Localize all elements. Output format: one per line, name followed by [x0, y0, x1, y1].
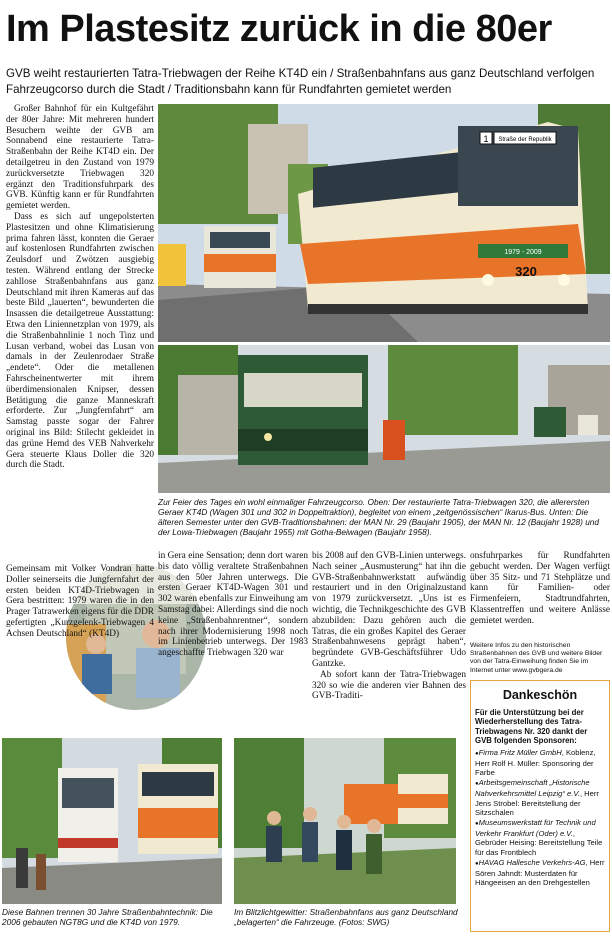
sponsor-box-title: Dankeschön [502, 688, 578, 702]
list-item [475, 748, 605, 778]
sponsor-list [475, 748, 605, 888]
article-column-4 [470, 551, 610, 637]
sponsor-detail: , Herr Sören Jahndt: Musterdaten für Hängeeisen an den Drehgestellen [475, 857, 605, 888]
paragraph: onsfuhrparkes für Rundfahrten gebucht werden. Der Wagen verfügt über 35 Sitz- und 71 Stehplätze und kann für Familien- oder Firmenfeiern, Stadtrundfahrten, Klassentreffen und weitere Anlässe gemietet werden. [470, 551, 610, 626]
sponsor-detail: , Herr Jens Strobel: Bereitstellung der Sitzschalen [475, 789, 599, 817]
photo-historic-trams [158, 345, 610, 493]
paragraph: Dass es sich auf ungepolsterten Plastesitzen und ohne Klimatisierung prima fahren lässt, konnten die Geraer auf kostenlosen Rundfahrten zwischen Zeulsdorf und Zwötzen ausgiebig testen. Während entlang der Strecke zahllose Straßenbahnfans aus ganz Deutschland mit ihren Kameras auf das beste Bild „lauerten“, bewunderten die Insassen die detailgetreue Ausstattung: Etwa den Liniennetzplan von 1979, als die Straßenbahnlinie 1 noch Tinz und Lusan verband, wobei das Lusan von damals in der Zeulenrodaer Straße „endete“. Oder die metallenen Fahrscheinentwerter mit ihrem überdimensionalen Knipser, dessen Betätigung die ganze Manneskraft erforderte. Zur „Jungfernfahrt“ am Samstag passte sogar der Fahrer original ins Bild: Stilecht gekleidet in das grüne Hemd des VEB Nahverkehr Gera steuerte Klaus Doller die 320 durch die Stadt. [6, 211, 154, 471]
photo-ngt8g-and-kt4d [2, 738, 222, 904]
caption-bottom-right: Im Blitzlichtgewitter: Straßenbahnfans aus ganz Deutschland „belagerten“ die Fahrzeuge. (Fotos: SWG) [234, 907, 458, 927]
sponsor-box [470, 680, 610, 932]
list-item [475, 778, 605, 817]
subhead: GVB weiht restaurierten Tatra-Triebwagen der Reihe KT4D ein / Straßenbahnfans aus ganz Deutschland verfolgen Fahrzeugcorso durch die Stadt / Traditionsbahn kann für Rundfahrten gemietet werden [6, 67, 595, 96]
paragraph: Gemeinsam mit Volker Vondran hatte Doller seinerseits die Jungfernfahrt der ersten beiden KT4D-Triebwagen in Gera bestritten: 1979 waren die in den Prager Tatrawerken eigens für die DDR gefertigten „Kurzgelenk-Triebwagen 4 Achsen Deutschland“ (KT4D) [6, 564, 154, 639]
tram-fleet-number: 320 [515, 264, 537, 279]
sponsor-name: Museumswerkstatt für Technik und Verkehr Frankfurt (Oder) e.V. [475, 818, 596, 839]
sponsor-name: Arbeitsgemeinschaft „Historische Nahverkehrsmittel Leipzig“ e.V. [475, 778, 590, 799]
list-item [475, 858, 605, 888]
sponsor-name: HAVAG Hallesche Verkehrs-AG [478, 857, 586, 867]
sponsor-name: Firma Fritz Müller GmbH [478, 747, 562, 757]
photo-tram-fans [234, 738, 456, 904]
tram-destination-sign: Straße der Republik [498, 137, 552, 143]
article-column-3 [312, 551, 466, 731]
tram-anniversary-banner: 1979 - 2009 [504, 249, 542, 256]
sponsor-detail: , Koblenz, Herr Rolf H. Müller: Sponsoring der Farbe [475, 747, 596, 778]
caption-bottom-left: Diese Bahnen trennen 30 Jahre Straßenbahntechnik: Die 2006 gebauten NGT8G und die KT4D von 1979. [2, 907, 213, 927]
sponsor-box-intro: Für die Unterstützung bei der Wiederherstellung des Tatra-Triebwagens Nr. 320 dankt der GVB folgenden Sponsoren: [475, 708, 588, 746]
tram-line-number: 1 [483, 134, 489, 144]
paragraph: bis 2008 auf den GVB-Linien unterwegs. Nach seiner „Ausmusterung“ hat ihn die GVB-Straßenbahnwerkstatt aufwändig restauriert und in den Originalzustand von 1979 zurückversetzt. „Uns ist es wichtig, die Technikgeschichte des GVB abzubilden: Dazu gehören auch die Tatras, die ein großes Kapitel des Geraer Straßenbahnwesens geprägt haben“, begründete GVB-Geschäftsführer Udo Gantzke. [312, 551, 466, 669]
paragraph: Ab sofort kann der Tatra-Triebwagen 320 so wie die anderen vier Bahnen des GVB-Traditi- [312, 669, 466, 702]
list-item [475, 818, 605, 857]
article-column-2 [158, 551, 308, 731]
headline: Im Plastesitz zurück in die 80er [6, 8, 552, 50]
photo-tatra-320 [158, 104, 610, 342]
article-column-1-continued [6, 564, 154, 734]
sponsor-detail: , Gebrüder Heising: Bereitstellung Teile für das Frontblech [475, 829, 603, 857]
paragraph: Großer Bahnhof für ein Kultgefährt der 80er Jahre: Mit mehreren hundert Besuchern weihte der GVB am Sonnabend eine restaurierte Tatra-Straßenbahn der Reihe KT4D ein. Der detailgetreu in den Zustand von 1979 zurückversetzte Triebwagen 320 ergänzt den Traditionsfuhrpark des GVB. Künftig kann er für Rundfahrten gemietet werden. [6, 104, 154, 212]
article-column-1 [6, 104, 154, 562]
caption-top-photos: Zur Feier des Tages ein wohl einmaliger Fahrzeugcorso. Oben: Der restaurierte Tatra-Triebwagen 320, die allerersten Geraer KT4D (Wagen 301 und 302 in Doppeltraktion), begleitet von einem „zeitgenössischen“ Ikarus-Bus. Unten: Die älteren Semester unter den GVB-Traditionsbahnen: der MAN Nr. 29 (Baujahr 1905), der MAN Nr. 12 (Baujahr 1928) und der Lowa-Triebwagen (Baujahr 1955) mit Gotha-Beiwagen (Baujahr 1958). [158, 497, 600, 537]
paragraph: in Gera eine Sensation; denn dort waren bis dato völlig veraltete Straßenbahnen aus den 50er Jahren unterwegs. Die ersten Geraer KT4D-Wagen 301 und 302 waren ebenfalls zur Einweihung am Samstag dabei: Allerdings sind die noch keine „Straßenbahnrentner“, sondern nach ihrer Modernisierung 1998 noch im Linienbetrieb unterwegs. Der 1983 angeschaffte Triebwagen 320 war [158, 551, 308, 659]
info-note: Weitere Infos zu den historischen Straßenbahnen des GVB und weitere Bilder von der Tatra-Einweihung finden Sie im Internet unter www.gvbgera.de [470, 642, 603, 674]
